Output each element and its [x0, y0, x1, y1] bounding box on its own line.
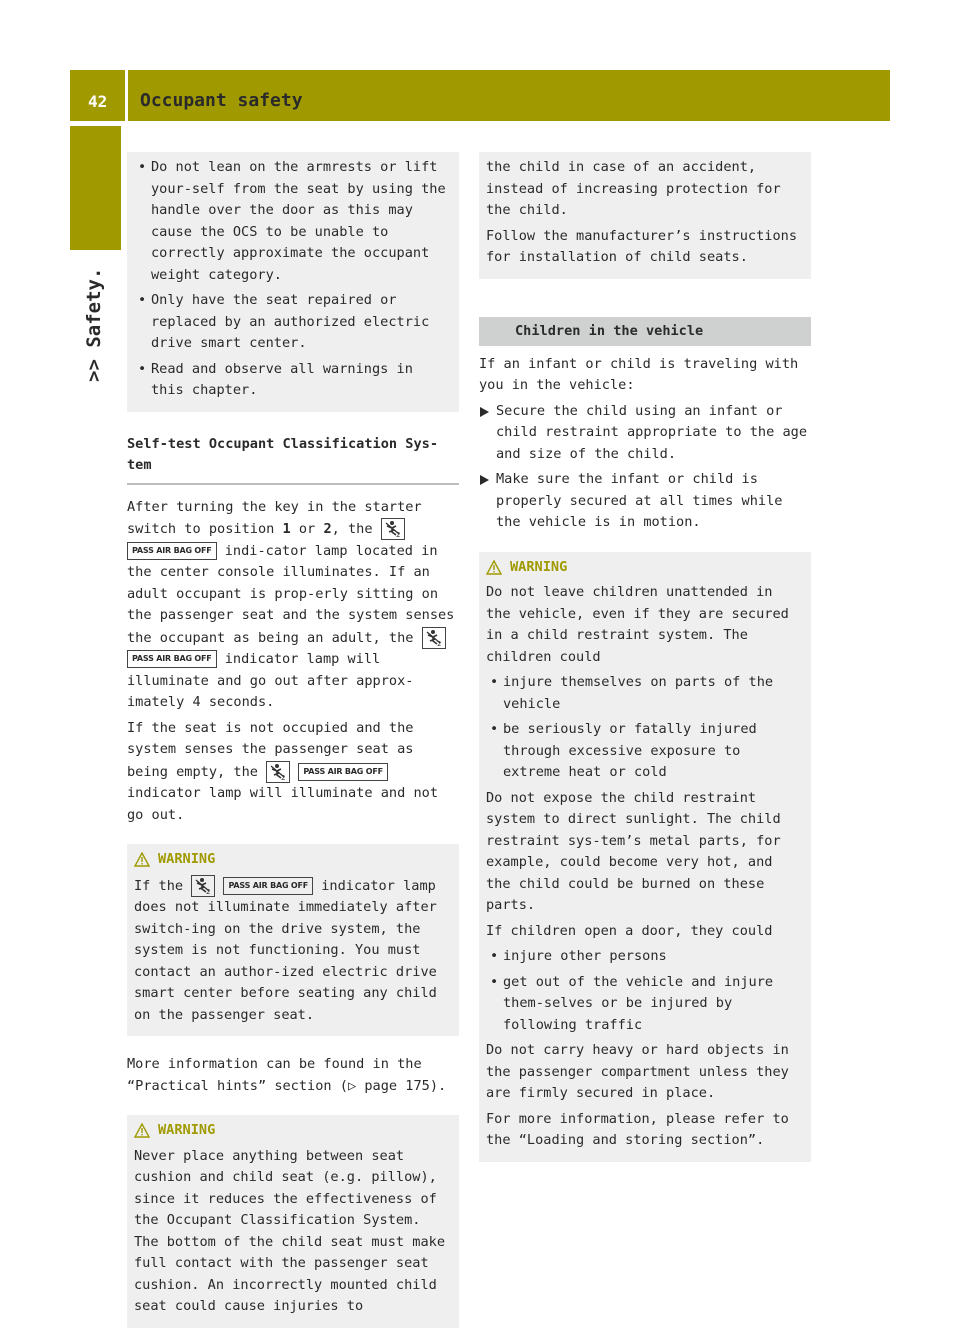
warning-label: WARNING	[158, 1122, 216, 1138]
text-run: or	[290, 521, 324, 537]
occupant-seat-icon	[266, 761, 290, 783]
warning-triangle-icon	[486, 560, 502, 575]
occupant-seat-icon	[191, 875, 215, 897]
warning-header	[486, 557, 804, 579]
list-item: • get out of the vehicle and injure them-selves or be injured by following traffic	[486, 972, 804, 1037]
notes-list	[134, 157, 452, 402]
warning-label: WARNING	[510, 558, 568, 575]
text-run: indicator lamp will illuminate and not go out.	[127, 785, 438, 823]
pass-air-bag-off-icon: PASS AIR BAG OFF	[298, 763, 388, 781]
side-section-label: >> Safety.	[83, 267, 105, 382]
list-item: • injure themselves on parts of the vehicle	[486, 672, 804, 715]
occupant-seat-icon	[422, 627, 446, 649]
paragraph: Never place anything between seat cushion and child seat (e.g. pillow), since it reduces the effectiveness of the Occupant Classification System. The bottom of the child seat must make full contact with the passenger seat cushion. An incorrectly mounted child seat could cause injuries to	[134, 1147, 445, 1314]
side-tab-block	[70, 126, 121, 250]
warning-header	[134, 1120, 452, 1142]
text-run: If the	[134, 877, 192, 894]
page-title: Occupant safety	[140, 90, 303, 111]
text-run: 2	[323, 521, 332, 537]
list-item: • be seriously or fatally injured through excessive exposure to extreme heat or cold	[486, 719, 804, 784]
section-heading-children: Children in the vehicle	[479, 317, 811, 346]
warning-triangle-icon	[134, 852, 150, 867]
steps-list	[479, 401, 811, 534]
header-divider	[125, 70, 128, 121]
paragraph	[134, 875, 452, 1027]
list-item: Make sure the infant or child is properly secured at all times while the vehicle is in motion.	[479, 469, 811, 534]
list-item: Secure the child using an infant or child restraint appropriate to the age and size of the child.	[479, 401, 811, 466]
text-run: After turning the key in the starter switch to position	[127, 498, 422, 537]
svg-text:2: 2	[281, 773, 286, 781]
section-heading-self-test: Self-test Occupant Classification Sys-tem	[127, 434, 459, 485]
paragraph	[127, 718, 459, 827]
warning-label: WARNING	[158, 851, 216, 867]
text-run: If the seat is not occupied and the system senses the passenger seat as being empty, the	[127, 719, 414, 780]
pass-air-bag-off-icon: PASS AIR BAG OFF	[127, 650, 217, 668]
warning-box	[127, 1115, 459, 1328]
paragraph: the child in case of an accident, instead of increasing protection for the child.	[486, 159, 781, 218]
continued-warning-box	[479, 152, 811, 279]
paragraph: More information can be found in the “Practical hints” section (▷ page 175).	[127, 1056, 447, 1094]
notes-box	[127, 152, 459, 412]
paragraph: For more information, please refer to the “Loading and storing section”.	[486, 1110, 789, 1148]
right-column	[479, 152, 811, 1162]
paragraph: If an infant or child is traveling with you in the vehicle:	[479, 355, 799, 393]
svg-text:2: 2	[395, 531, 401, 538]
warning-triangle-icon	[134, 1123, 150, 1138]
list-item: • injure other persons	[486, 946, 804, 968]
svg-text:2: 2	[206, 887, 211, 895]
warning-header	[134, 849, 452, 871]
bullet-list	[486, 946, 804, 1036]
svg-text:2: 2	[436, 639, 442, 647]
bullet-list	[486, 672, 804, 784]
warning-box	[127, 844, 459, 1036]
paragraph: Follow the manufacturer’s instructions for installation of child seats.	[486, 227, 797, 265]
text-run: indi-cator lamp located in the center console illuminates. If an adult occupant is prop-erly sitting on the passenger seat and the system senses the occupant as being an adult, the	[127, 542, 455, 646]
list-item: • Only have the seat repaired or replaced by an authorized electric drive smart center.	[134, 290, 452, 355]
warning-box	[479, 552, 811, 1162]
paragraph: Do not expose the child restraint system to direct sunlight. The child restraint sys-tem’s metal parts, for example, could become very hot, and the child could be burned on these parts.	[486, 789, 781, 913]
paragraph	[127, 497, 459, 714]
paragraph: Do not leave children unattended in the vehicle, even if they are secured in a child restraint system. The children could	[486, 584, 789, 665]
page-number: 42	[88, 92, 108, 111]
list-item: • Do not lean on the armrests or lift your-self from the seat by using the handle over the door as this may cause the OCS to be unable to correctly approximate the occupant weight category.	[134, 157, 452, 286]
left-column	[127, 152, 459, 1328]
pass-air-bag-off-icon: PASS AIR BAG OFF	[223, 877, 313, 895]
list-item: • Read and observe all warnings in this chapter.	[134, 359, 452, 402]
paragraph: If children open a door, they could	[486, 922, 773, 939]
paragraph: Do not carry heavy or hard objects in the passenger compartment unless they are firmly secured in place.	[486, 1042, 789, 1101]
text-run: indicator lamp will illuminate and go out after approx-imately 4 seconds.	[127, 651, 414, 710]
text-run: indicator lamp does not illuminate immediately after switch-ing on the drive system, the system is not functioning. You must contact an author-ized electric drive smart center before seating any child on the passenger seat.	[134, 877, 437, 1023]
text-run: 1	[282, 521, 291, 537]
occupant-seat-icon	[381, 518, 405, 540]
text-run: , the	[331, 521, 381, 537]
pass-air-bag-off-icon: PASS AIR BAG OFF	[127, 542, 217, 560]
